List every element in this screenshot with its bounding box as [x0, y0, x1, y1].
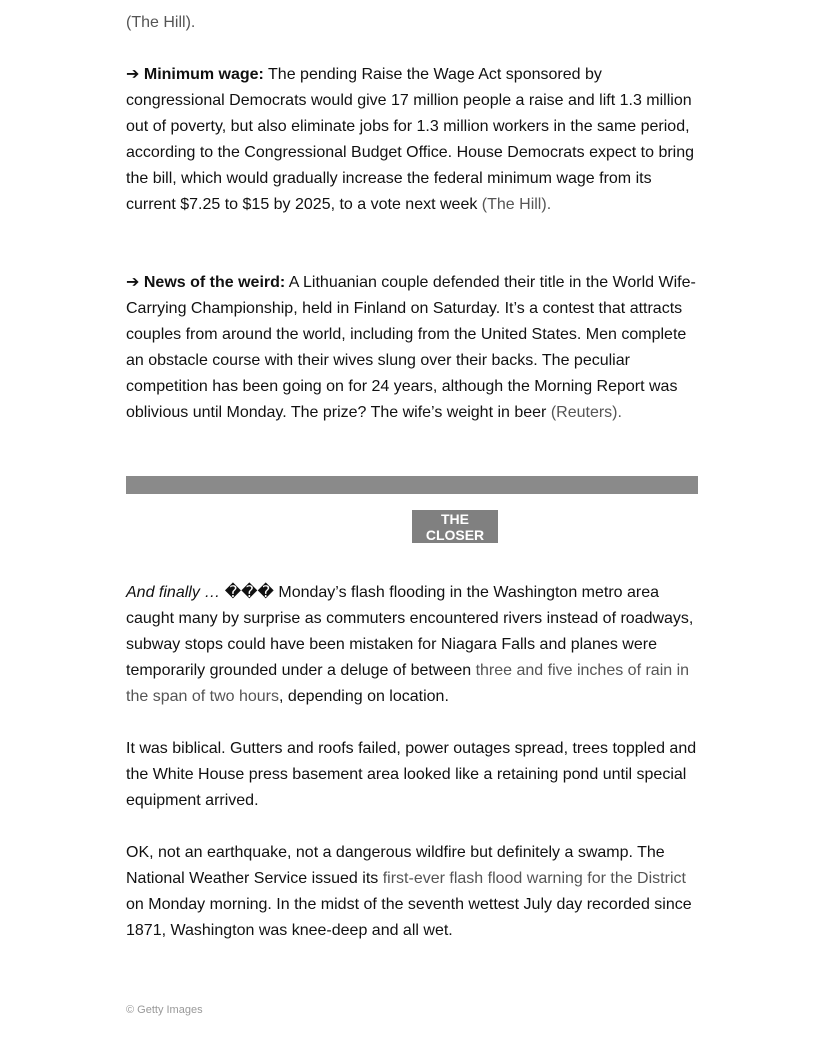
closing-paragraph-3 [126, 840, 700, 944]
closer-badge-line2: CLOSER [425, 527, 485, 543]
closing-text-end: on Monday morning. In the midst of the seventh wettest July day recorded since 1871, Washington was knee-deep and all wet. [126, 896, 692, 939]
flood-warning-link[interactable]: first-ever flash flood warning for the District [382, 870, 686, 887]
closing-paragraph-2 [126, 736, 700, 814]
item-arrow: ➔ [126, 274, 140, 291]
item-label: Minimum wage: [143, 66, 264, 83]
closing-text-body: Monday’s flash flooding in the Washington metro area caught many by surprise as commuters encountered rivers instead of roadways, subway stops could have been mistaken for Niagara Falls and planes were temporarily grounded under a deluge of between [126, 584, 694, 679]
item-text: The pending Raise the Wage Act sponsored by congressional Democrats would give 17 million people a raise and lift 1.3 million out of poverty, but also eliminate jobs for 1.3 million workers in the same period, according to the Congressional Budget Office. House Democrats expect to bring the bill, which would gradually increase the federal minimum wage from its current $7.25 to $15 by 2025, to a vote next week [126, 66, 695, 213]
source-link[interactable]: (The Hill). [481, 196, 552, 213]
closing-text [126, 580, 700, 710]
item-label: News of the weird: [143, 274, 286, 291]
item-paragraph [126, 62, 700, 218]
item-arrow: ➔ [126, 66, 140, 83]
image-credit: © Getty Images [126, 1004, 203, 1016]
source-link[interactable]: (Reuters). [550, 404, 622, 421]
source-link[interactable]: (The Hill). [126, 14, 196, 31]
closing-text-end: , depending on location. [278, 688, 449, 705]
rainfall-link[interactable]: three and five inches of rain in the span of two hours [126, 662, 690, 705]
closing-text-start: OK, not an earthquake, not a dangerous wildfire but definitely a swamp. The National Weather Service issued its [126, 844, 665, 887]
garbled-glyphs: ��� [220, 584, 279, 601]
closer-badge [412, 510, 498, 543]
closing-paragraph-1 [126, 580, 700, 710]
top-fragment-block [126, 10, 700, 36]
section-divider [126, 476, 698, 494]
closing-text [126, 840, 700, 944]
item-news-of-the-weird [126, 270, 700, 426]
closing-text: It was biblical. Gutters and roofs failed, power outages spread, trees toppled and the White House press basement area looked like a retaining pond until special equipment arrived. [126, 740, 697, 809]
item-paragraph [126, 270, 700, 426]
item-text: A Lithuanian couple defended their title in the World Wife-Carrying Championship, held in Finland on Saturday. It’s a contest that attracts couples from around the world, including from the United States. Men complete an obstacle course with their wives slung over their backs. The peculiar competition has been going on for 24 years, although the Morning Report was oblivious until Monday. The prize? The wife’s weight in beer [126, 274, 696, 421]
and-finally-intro: And finally … [126, 584, 221, 601]
item-minimum-wage [126, 62, 700, 218]
closer-badge-line1: THE [441, 511, 469, 527]
